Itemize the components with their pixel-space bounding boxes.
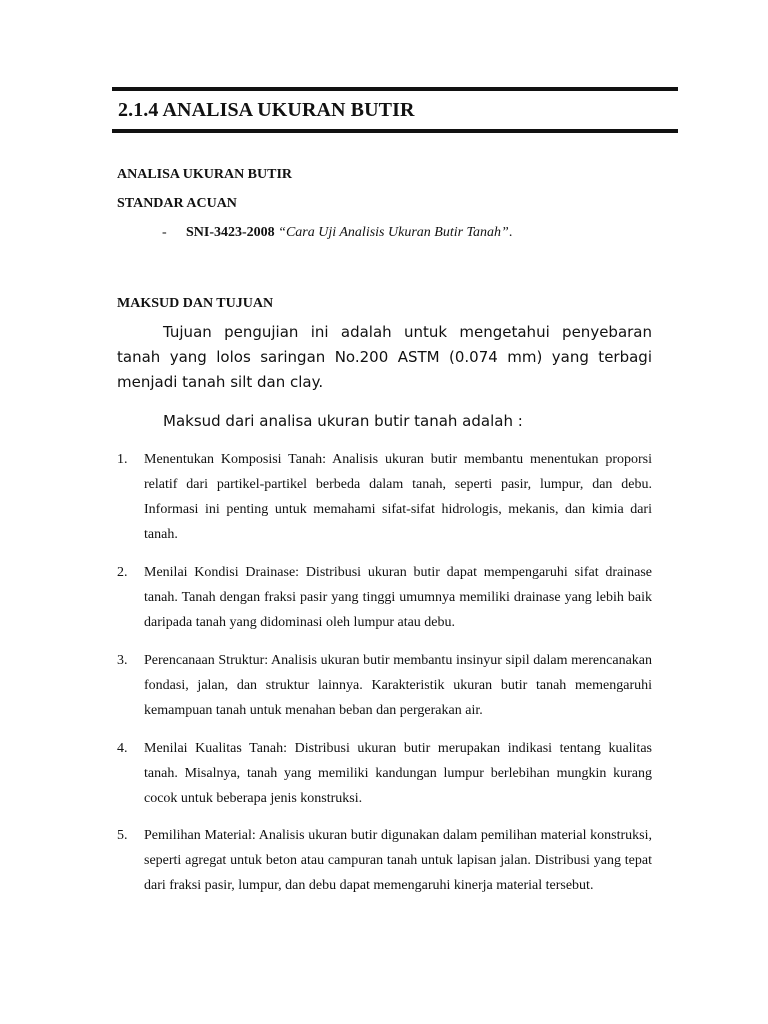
list-item — [117, 736, 652, 811]
list-item-text: Perencanaan Struktur: Analisis ukuran butir membantu insinyur sipil dalam merencanakan fondasi, jalan, dan struktur lainnya. Karakteristik ukuran butir tanah memengaruhi kemampuan tanah untuk menahan beban dan pergerakan air. — [144, 653, 652, 718]
chapter-bottom-rule — [112, 129, 678, 133]
list-item — [117, 823, 652, 898]
intent-intro-text: Maksud dari analisa ukuran butir tanah adalah : — [163, 412, 523, 430]
standard-heading: STANDAR ACUAN — [117, 196, 237, 211]
standard-code: SNI-3423-2008 — [186, 225, 275, 240]
list-item — [117, 447, 652, 547]
list-item-text: Menilai Kualitas Tanah: Distribusi ukuran butir merupakan indikasi tentang kualitas tanah. Misalnya, tanah yang memiliki kandungan lumpur berlebihan mungkin kurang cocok untuk beberapa jenis konstruksi. — [144, 741, 652, 806]
chapter-title: 2.1.4 ANALISA UKURAN BUTIR — [118, 99, 415, 121]
list-item-number: 2. — [117, 565, 128, 580]
standard-title: “Cara Uji Analisis Ukuran Butir Tanah” — [278, 225, 509, 240]
intent-intro — [117, 409, 652, 434]
purpose-paragraph — [117, 320, 652, 395]
list-item-text: Menentukan Komposisi Tanah: Analisis ukuran butir membantu menentukan proporsi relatif dari partikel-partikel berbeda dalam tanah, seperti pasir, lumpur, dan debu. Informasi ini penting untuk memahami sifat-sifat hidrologis, mekanis, dan kimia dari tanah. — [144, 452, 652, 542]
standard-bullet: - — [162, 225, 167, 240]
chapter-top-rule — [112, 87, 678, 91]
list-item-number: 1. — [117, 452, 128, 467]
list-item-number: 5. — [117, 828, 128, 843]
standard-reference — [162, 225, 512, 241]
purpose-heading: MAKSUD DAN TUJUAN — [117, 296, 274, 311]
list-item — [117, 648, 652, 723]
purpose-text: Tujuan pengujian ini adalah untuk mengetahui penyebaran tanah yang lolos saringan No.200 ASTM (0.074 mm) yang terbagi menjadi tanah silt dan clay. — [117, 323, 652, 391]
section-heading: ANALISA UKURAN BUTIR — [117, 167, 293, 182]
list-item-number: 3. — [117, 653, 128, 668]
list-item-text: Menilai Kondisi Drainase: Distribusi ukuran butir dapat mempengaruhi sifat drainase tanah. Tanah dengan fraksi pasir yang tinggi umumnya memiliki drainase yang lebih baik daripada tanah yang didominasi oleh lumpur atau debu. — [144, 565, 652, 630]
standard-end: . — [508, 225, 513, 240]
list-item-number: 4. — [117, 741, 128, 756]
list-item-text: Pemilihan Material: Analisis ukuran butir digunakan dalam pemilihan material konstruksi, seperti agregat untuk beton atau campuran tanah untuk lapisan jalan. Distribusi yang tepat dari fraksi pasir, lumpur, dan debu dapat memengaruhi kinerja material tersebut. — [144, 828, 652, 893]
list-item — [117, 560, 652, 635]
